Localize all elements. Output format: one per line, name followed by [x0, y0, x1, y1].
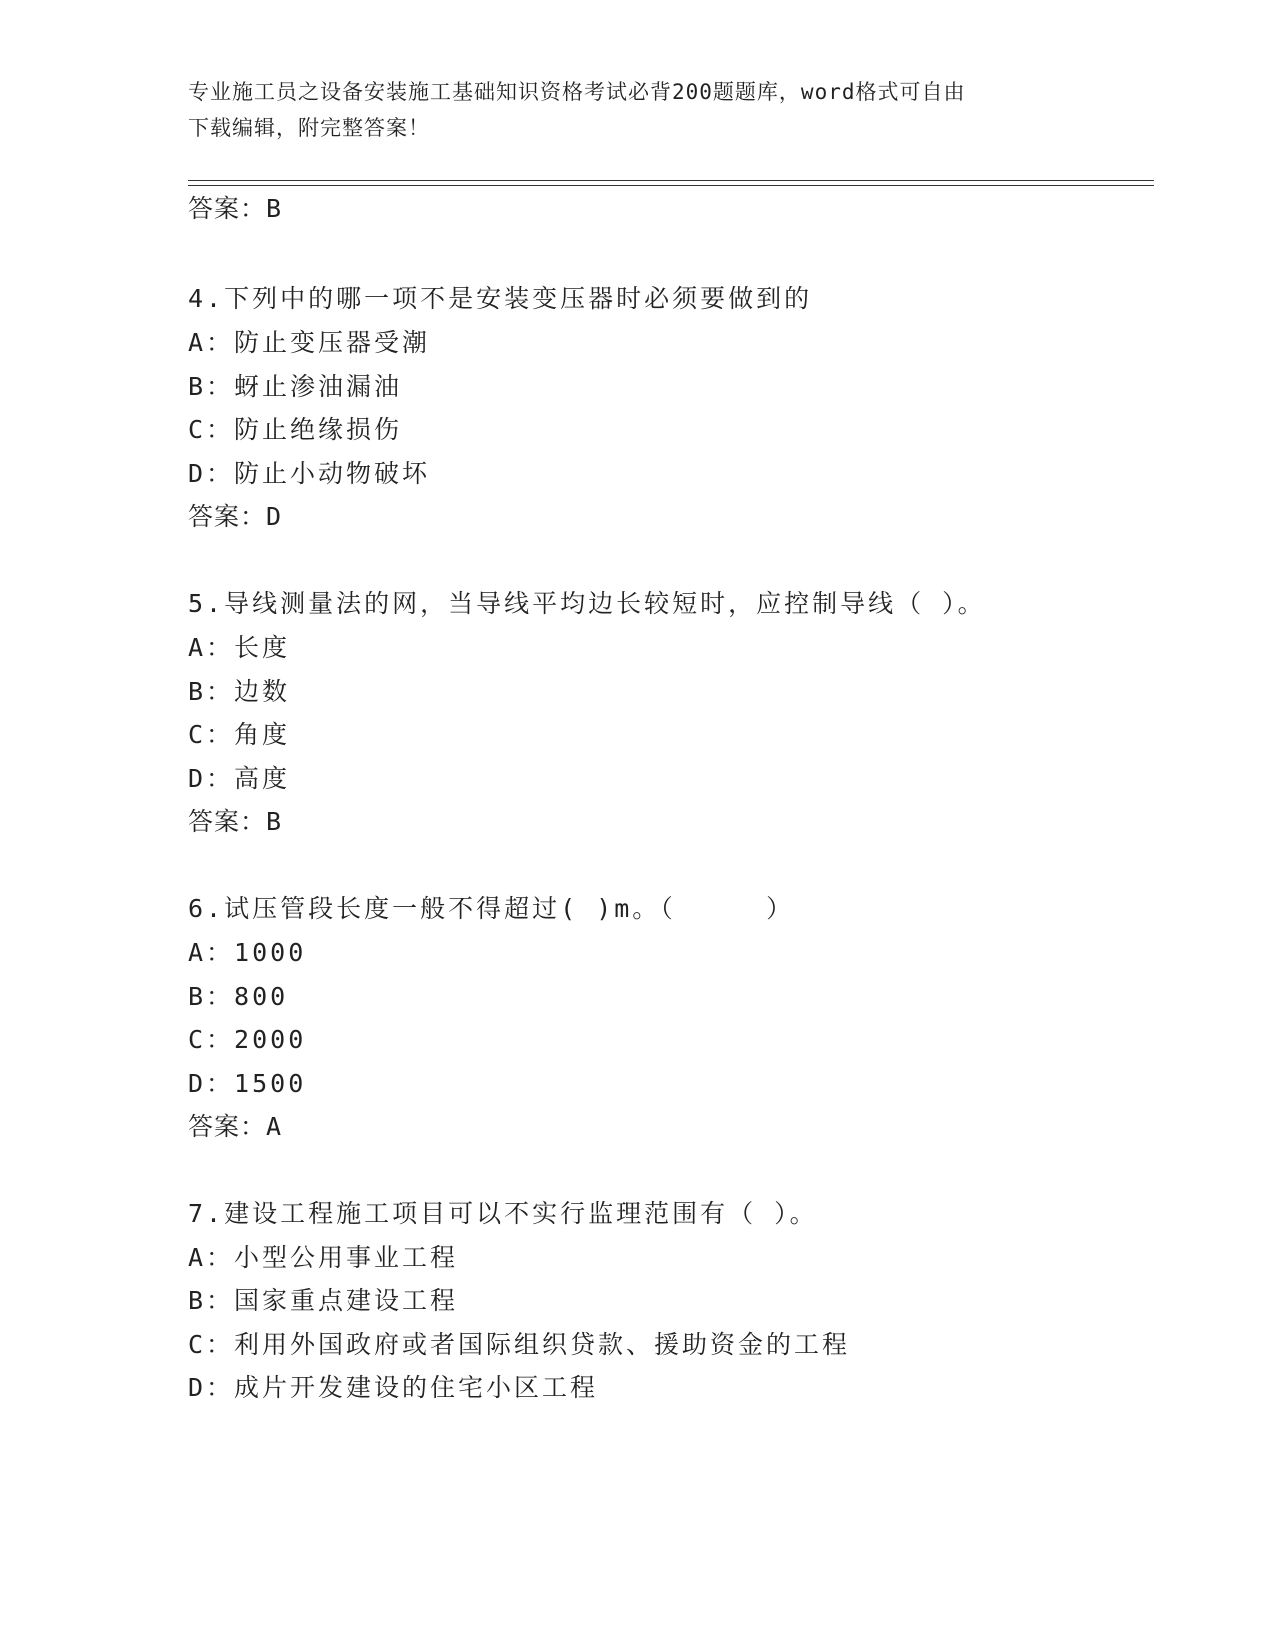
question-4-option-c: C：防止绝缘损伤	[188, 415, 403, 444]
question-5-answer: 答案：B	[188, 807, 283, 836]
question-5-option-c: C：角度	[188, 720, 291, 749]
document-header	[188, 74, 1088, 146]
question-4-option-b: B：蚜止渗油漏油	[188, 372, 403, 401]
header-line-2: 下载编辑，附完整答案！	[188, 116, 430, 140]
question-5-stem: 5.导线测量法的网，当导线平均边长较短时，应控制导线（ ）。	[188, 589, 986, 618]
question-4-option-a: A：防止变压器受潮	[188, 328, 431, 357]
question-7-option-b: B：国家重点建设工程	[188, 1286, 459, 1315]
question-4-answer: 答案：D	[188, 502, 283, 531]
question-6-stem: 6.试压管段长度一般不得超过( )m。（ ）	[188, 894, 795, 923]
question-7-option-c: C：利用外国政府或者国际组织贷款、援助资金的工程	[188, 1330, 851, 1359]
question-6-answer: 答案：A	[188, 1112, 283, 1141]
question-5-option-d: D：高度	[188, 764, 291, 793]
question-7-option-d: D：成片开发建设的住宅小区工程	[188, 1373, 599, 1402]
question-5-option-a: A：长度	[188, 633, 291, 662]
question-6-option-c: C：2000	[188, 1025, 307, 1054]
question-5-option-b: B：边数	[188, 677, 291, 706]
question-6-option-b: B：800	[188, 982, 289, 1011]
prev-answer: 答案：B	[188, 194, 283, 223]
header-rule-top	[188, 180, 1154, 181]
header-rule-bottom	[188, 185, 1154, 186]
question-6-option-d: D：1500	[188, 1069, 307, 1098]
question-7-option-a: A：小型公用事业工程	[188, 1243, 459, 1272]
header-line-1: 专业施工员之设备安装施工基础知识资格考试必背200题题库，word格式可自由	[188, 80, 966, 104]
question-7-stem: 7.建设工程施工项目可以不实行监理范围有（ ）。	[188, 1199, 818, 1228]
question-6-option-a: A：1000	[188, 938, 307, 967]
question-4-option-d: D：防止小动物破坏	[188, 459, 431, 488]
question-4-stem: 4.下列中的哪一项不是安装变压器时必须要做到的	[188, 284, 813, 313]
